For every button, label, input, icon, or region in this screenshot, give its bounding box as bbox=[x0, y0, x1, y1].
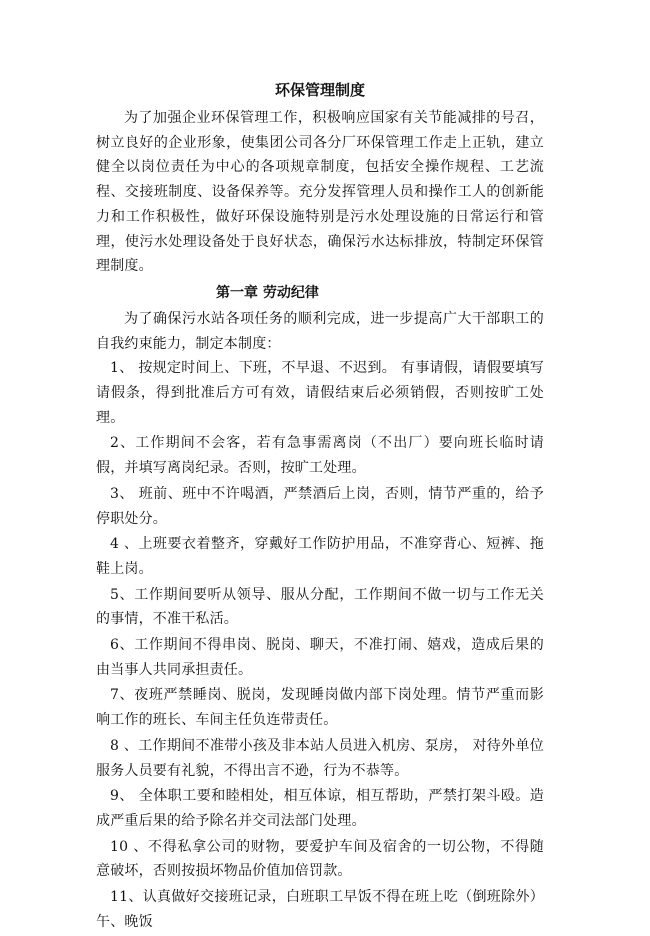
rule-item-4: 4 、上班要衣着整齐，穿戴好工作防护用品，不准穿背心、短裤、拖鞋上岗。 bbox=[96, 536, 544, 577]
rule-item-9: 9、 全体职工要和睦相处，相互体谅，相互帮助，严禁打架斗殴。造成严重后果的给予除名并交司法部门处理。 bbox=[96, 788, 544, 829]
rule-item-1: 1、 按规定时间上、下班，不早退、不迟到。 有事请假，请假要填写请假条，得到批准后方可有效，请假结束后必须销假，否则按旷工处理。 bbox=[96, 360, 544, 426]
rule-item-8: 8 、工作期间不准带小孩及非本站人员进入机房、泵房， 对待外单位服务人员要有礼貌，不得出言不逊，行为不恭等。 bbox=[96, 737, 544, 779]
chapter-intro-paragraph: 为了确保污水站各项任务的顺利完成，进一步提高广大干部职工的自我约束能力，制定本制度： bbox=[96, 310, 544, 352]
intro-paragraph: 为了加强企业环保管理工作，积极响应国家有关节能减排的号召，树立良好的企业形象，使集团公司各分厂环保管理工作走上正轨，建立健全以岗位责任为中心的各项规章制度，包括安全操作规程、工艺流程、交接班制度、设备保养等。充分发挥管理人员和操作工人的创新能力和工作积极性，做好环保设施特别是污水处理设施的日常运行和管理，使污水处理设备处于良好状态，确保污水达标排放，特制定环保管理制度。 bbox=[96, 110, 544, 275]
rule-item-6: 6、工作期间不得串岗、脱岗、聊天，不准打闹、嬉戏，造成后果的由当事人共同承担责任。 bbox=[96, 637, 544, 678]
rule-item-3: 3、 班前、班中不许喝酒，严禁酒后上岗，否则，情节严重的，给予停职处分。 bbox=[96, 485, 544, 527]
rule-item-7: 7、夜班严禁睡岗、脱岗，发现睡岗做内部下岗处理。情节严重而影响工作的班长、车间主任负连带责任。 bbox=[96, 687, 544, 729]
rule-item-10: 10 、不得私拿公司的财物，要爱护车间及宿舍的一切公物，不得随意破坏，否则按损坏物品价值加倍罚款。 bbox=[96, 838, 544, 880]
rule-item-11: 11、认真做好交接班记录，白班职工早饭不得在班上吃（倒班除外）午、晚饭 bbox=[96, 889, 544, 930]
document-title: 环保管理制度 bbox=[274, 81, 365, 99]
document-page bbox=[96, 80, 544, 936]
chapter-heading: 第一章 劳动纪律 bbox=[216, 284, 319, 301]
rule-item-5: 5、工作期间要听从领导、服从分配，工作期间不做一切与工作无关的事情，不准干私活。 bbox=[96, 586, 544, 628]
rule-item-2: 2、工作期间不会客，若有急事需离岗（不出厂）要向班长临时请假，并填写离岗纪录。否则，按旷工处理。 bbox=[96, 435, 544, 477]
